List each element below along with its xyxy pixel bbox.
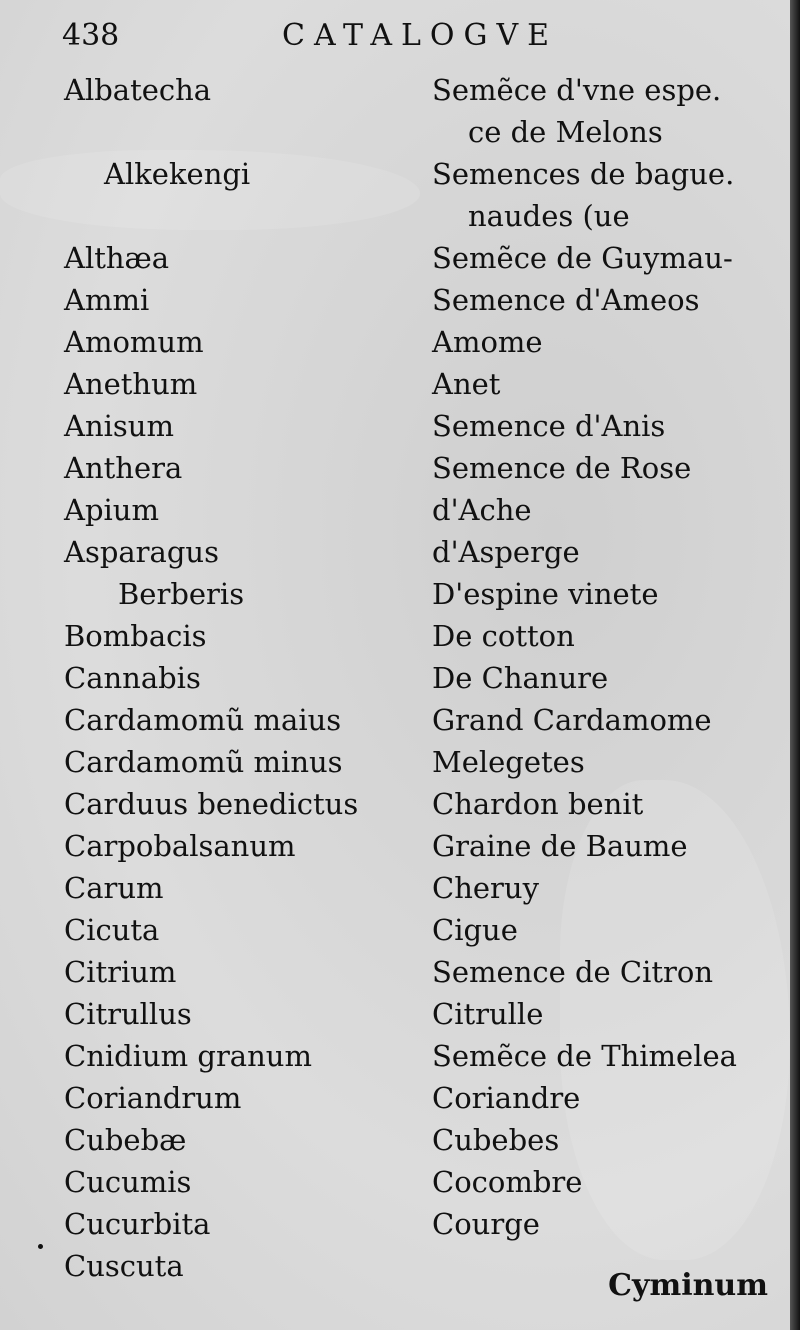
latin-name: Carduus benedictus xyxy=(64,787,359,821)
french-name: Chardon benit xyxy=(432,787,644,821)
page-header xyxy=(62,18,782,62)
latin-name: Althæa xyxy=(64,241,170,275)
french-name: Anet xyxy=(432,367,501,401)
latin-name: Asparagus xyxy=(64,535,219,569)
latin-name: Anthera xyxy=(64,451,183,485)
french-name: Cocombre xyxy=(432,1165,583,1199)
french-name: Cheruy xyxy=(432,871,539,905)
latin-name: Anethum xyxy=(64,367,198,401)
latin-name: Cannabis xyxy=(64,661,201,695)
latin-name: Cnidium granum xyxy=(64,1039,312,1073)
french-name: De cotton xyxy=(432,619,575,653)
page-number: 438 xyxy=(62,18,120,53)
latin-name: Alkekengi xyxy=(104,157,251,191)
latin-name: Bombacis xyxy=(64,619,207,653)
french-name: De Chanure xyxy=(432,661,609,695)
latin-name: Ammi xyxy=(64,283,150,317)
latin-name: Cardamomũ maius xyxy=(64,703,342,737)
french-name: Amome xyxy=(432,325,543,359)
french-name: Courge xyxy=(432,1207,540,1241)
french-name: Semẽce de Guymau- xyxy=(432,241,733,275)
latin-name: Apium xyxy=(64,493,159,527)
latin-name: Citrullus xyxy=(64,997,192,1031)
latin-name: Coriandrum xyxy=(64,1081,242,1115)
latin-name: Berberis xyxy=(118,577,245,611)
latin-name: Carpobalsanum xyxy=(64,829,296,863)
latin-name: Albatecha xyxy=(64,73,212,107)
french-name: Melegetes xyxy=(432,745,585,779)
latin-name: Cucurbita xyxy=(64,1207,211,1241)
french-name: Semence de Citron xyxy=(432,955,714,989)
french-name: Graine de Baume xyxy=(432,829,688,863)
running-title: CATALOGVE xyxy=(282,18,559,53)
french-name: Citrulle xyxy=(432,997,544,1031)
latin-name: Citrium xyxy=(64,955,177,989)
french-name: Cubebes xyxy=(432,1123,560,1157)
french-name: Cigue xyxy=(432,913,518,947)
french-name: Semence de Rose xyxy=(432,451,692,485)
french-name: d'Asperge xyxy=(432,535,580,569)
french-name: naudes (ue xyxy=(468,199,630,233)
french-name: Semẽce de Thimelea xyxy=(432,1039,737,1073)
french-name: d'Ache xyxy=(432,493,532,527)
latin-name: Amomum xyxy=(64,325,204,359)
french-name: Grand Cardamome xyxy=(432,703,712,737)
french-name: Semence d'Anis xyxy=(432,409,666,443)
french-name: ce de Melons xyxy=(468,115,663,149)
french-name: Semẽce d'vne espe. xyxy=(432,73,722,107)
french-name: Coriandre xyxy=(432,1081,581,1115)
french-name: Semences de bague. xyxy=(432,157,735,191)
french-name: D'espine vinete xyxy=(432,577,659,611)
latin-name: Anisum xyxy=(64,409,174,443)
latin-name: Carum xyxy=(64,871,164,905)
french-name: Semence d'Ameos xyxy=(432,283,700,317)
latin-name: Cardamomũ minus xyxy=(64,745,343,779)
latin-name: Cucumis xyxy=(64,1165,192,1199)
page-edge-shadow xyxy=(790,0,800,1330)
latin-name: Cuscuta xyxy=(64,1249,184,1283)
ink-dot xyxy=(38,1244,43,1249)
latin-name: Cubebæ xyxy=(64,1123,187,1157)
latin-name: Cicuta xyxy=(64,913,160,947)
catchword: Cyminum xyxy=(608,1268,768,1303)
